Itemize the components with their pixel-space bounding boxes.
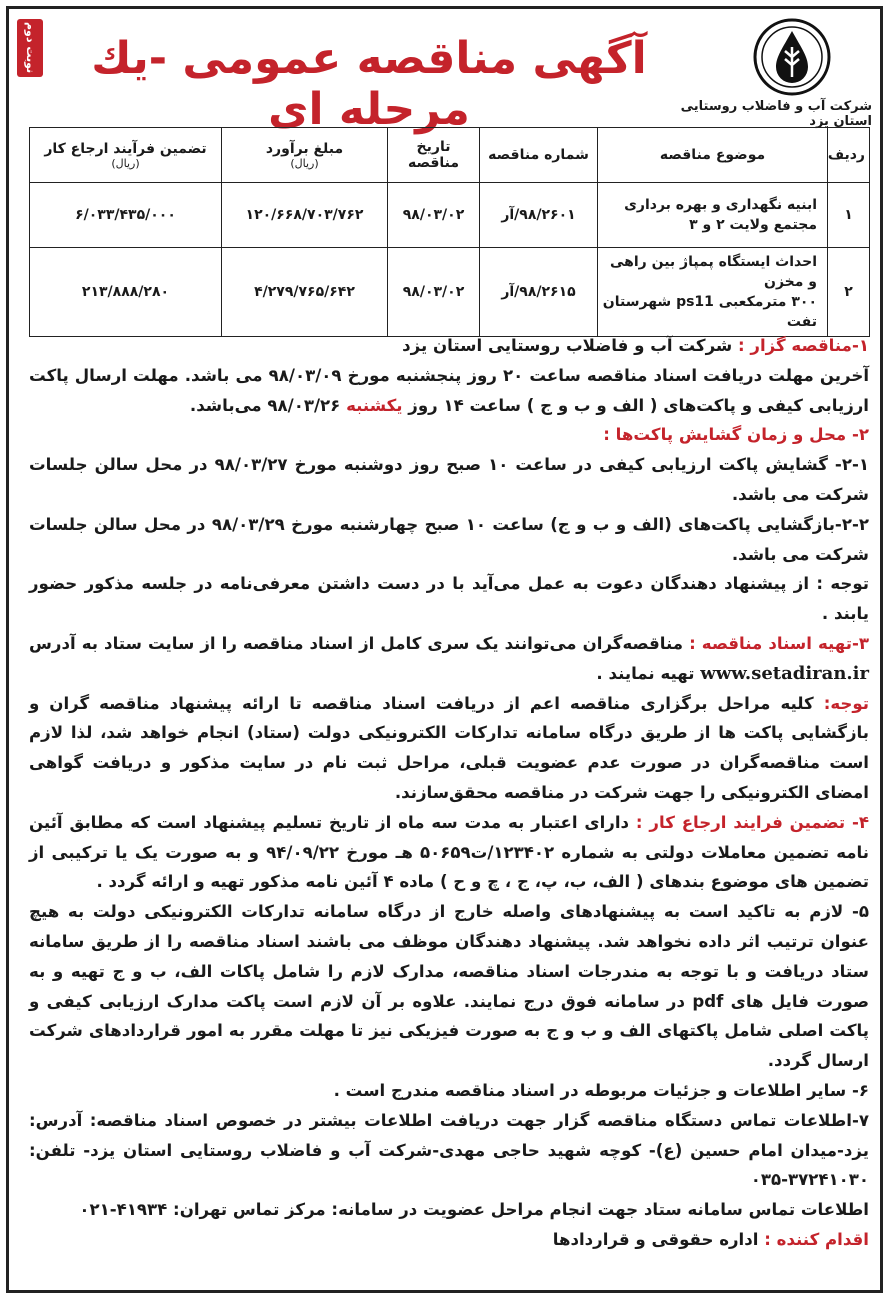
cell-row-number: ۲ bbox=[828, 248, 870, 337]
deadline-text-end: ۹۸/۰۳/۲۶ می‌باشد. bbox=[189, 395, 347, 415]
header-estimate-label: مبلغ برآورد bbox=[265, 140, 344, 157]
section-7: ۷-اطلاعات تماس دستگاه مناقصه گزار جهت دریافت اطلاعات بیشتر در خصوص اسناد مناقصه: آدرس: یزد-میدان امام حسین (ع)- کوچه شهید حاجی مهدی-شرکت آب و فاضلاب روستایی استان یزد- تلفن: ۳۷۲۴۱۰۳۰-۰۳۵ bbox=[29, 1110, 869, 1190]
notice-body bbox=[29, 331, 869, 1255]
cell-row-number: ۱ bbox=[828, 183, 870, 248]
cell-topic-line: مجتمع ولایت ۲ و ۳ bbox=[689, 217, 817, 233]
note-electronic-text: کلیه مراحل برگزاری مناقصه اعم از دریافت اسناد مناقصه تا ارائه پیشنهاد مناقصه گران و بازگشایی پاکت ها از طریق درگاه سامانه تدارکات الکترونیکی دولت (ستاد) انجام خواهد شد، لذا لازم است مناقصه‌گران در صورت عدم عضویت قبلی، مراحل ثبت نام در سایت مذکور و دریافت گواهی امضای الکترونیکی را جهت شرکت در مناقصه محقق‌سازند. bbox=[29, 693, 869, 802]
header-row-number: ردیف bbox=[828, 128, 870, 183]
action-by-text: اداره حقوقی و قراردادها bbox=[552, 1229, 765, 1249]
cell-estimate: ۴/۲۷۹/۷۶۵/۶۴۲ bbox=[222, 248, 388, 337]
cell-tender-number: ۹۸/۲۶۰۱/آر bbox=[480, 183, 598, 248]
organization-name: شرکت آب و فاضلاب روستایی استان یزد bbox=[680, 99, 872, 129]
section-8: اطلاعات تماس سامانه ستاد جهت انجام مراحل عضویت در سامانه: مرکز تماس تهران: ۴۱۹۳۴-۰۲۱ bbox=[79, 1200, 869, 1220]
table-row bbox=[30, 248, 870, 337]
section-3 bbox=[29, 629, 869, 689]
section-3-text: مناقصه‌گران می‌توانند یک سری کامل از اسناد مناقصه را از سایت ستاد به آدرس bbox=[29, 633, 690, 653]
note-attendance: توجه : از پیشنهاد دهندگان دعوت به عمل می‌آید با در دست داشتن معرفی‌نامه در جلسه مذکور حضور یابند . bbox=[29, 574, 869, 624]
cell-topic bbox=[598, 183, 828, 248]
section-1-text: شرکت آب و فاضلاب روستایی استان یزد bbox=[402, 336, 738, 355]
header-estimate-unit: (ریال) bbox=[290, 156, 319, 170]
section-4 bbox=[29, 808, 869, 897]
section-1 bbox=[29, 331, 869, 361]
deadline-text: آخرین مهلت دریافت اسناد مناقصه ساعت ۲۰ روز پنجشنبه مورخ ۹۸/۰۳/۰۹ می باشد. مهلت ارسال پاکت ارزیابی کیفی و پاکت‌های ( الف و ب و ج ) ساعت ۱۴ روز bbox=[29, 365, 870, 415]
cell-topic-line: ابنیه نگهداری و بهره برداری bbox=[624, 197, 817, 213]
section-1-deadlines bbox=[29, 361, 869, 421]
action-by bbox=[29, 1225, 869, 1255]
header-guarantee-unit: (ریال) bbox=[111, 156, 140, 170]
setadiran-website-link[interactable]: www.setadiran.ir bbox=[700, 662, 869, 684]
action-by-label: اقدام کننده : bbox=[764, 1229, 869, 1249]
notice-header bbox=[9, 9, 880, 135]
cell-guarantee: ۲۱۳/۸۸۸/۲۸۰ bbox=[30, 248, 222, 337]
cell-topic bbox=[598, 248, 828, 337]
section-2-label: ۲- محل و زمان گشایش پاکت‌ها : bbox=[603, 425, 869, 445]
table-header-row bbox=[30, 128, 870, 183]
cell-tender-number: ۹۸/۲۶۱۵/آر bbox=[480, 248, 598, 337]
cell-topic-line: احداث ایستگاه پمپاژ بین راهی و مخزن bbox=[610, 254, 817, 290]
section-3-label: ۳-تهیه اسناد مناقصه : bbox=[689, 633, 869, 653]
header-tender-date: تاریخ مناقصه bbox=[388, 128, 480, 183]
section-4-label: ۴- تضمین فرایند ارجاع کار : bbox=[635, 812, 869, 832]
section-1-label: ۱-مناقصه گزار : bbox=[738, 336, 869, 355]
note-electronic bbox=[29, 689, 869, 808]
section-6: ۶- سایر اطلاعات و جزئیات مربوطه در اسناد مناقصه مندرج است . bbox=[333, 1080, 869, 1100]
cell-tender-date: ۹۸/۰۳/۰۲ bbox=[388, 248, 480, 337]
water-drop-wheat-logo-icon bbox=[752, 17, 832, 97]
header-tender-number: شماره مناقصه bbox=[480, 128, 598, 183]
header-guarantee-label: تضمین فرآیند ارجاع کار bbox=[44, 140, 207, 157]
section-3-end: تهیه نمایند . bbox=[596, 663, 701, 683]
tender-notice bbox=[6, 6, 883, 1293]
section-5: ۵- لازم به تاکید است به پیشنهادهای واصله خارج از درگاه سامانه تدارکات الکترونیکی دولت به هیچ عنوان ترتیب اثر داده نخواهد شد. پیشنهاد دهندگان موظف می باشند اسناد مناقصه را از طریق سامانه ستاد دریافت و با توجه به مندرجات اسناد مناقصه، مدارک لازم را شامل پاکات الف، ب و ج تهیه و به صورت فایل های pdf در سامانه فوق درج نمایند. علاوه بر آن لازم است پاکت مدارک ارزیابی کیفی و پاکت اصلی شامل پاکتهای الف و ب و ج به صورت فیزیکی نیز تا مهلت مقرر به امور قراردادهای شرکت ارسال گردد. bbox=[29, 902, 869, 1071]
header-guarantee bbox=[30, 128, 222, 183]
section-2-2: ۲-۲-بازگشایی پاکت‌های (الف و ب و ج) ساعت ۱۰ صبح چهارشنبه مورخ ۹۸/۰۳/۲۹ در محل سالن جلسات شرکت می باشد. bbox=[29, 514, 869, 564]
table-row bbox=[30, 183, 870, 248]
deadline-weekday: یکشنبه bbox=[346, 395, 403, 415]
section-4-text: دارای اعتبار به مدت سه ماه از تاریخ تسلیم پیشنهاد است که مطابق آئین نامه تضمین معاملات دولتی به شماره ۱۲۳۴۰۲/ت۵۰۶۵۹ هـ مورخ ۹۴/۰۹/۲۲ و به صورت یک یا ترکیبی از تضمین های موضوع بندهای ( الف، ب، پ، ج ، چ و ح ) ماده ۴ آئین نامه مذکور تهیه و ارائه گردد . bbox=[29, 812, 869, 892]
cell-guarantee: ۶/۰۳۳/۴۳۵/۰۰۰ bbox=[30, 183, 222, 248]
cell-topic-line: ۳۰۰ مترمکعبی ps11 شهرستان تفت bbox=[602, 294, 817, 330]
section-2-1: ۲-۱- گشایش پاکت ارزیابی کیفی در ساعت ۱۰ صبح روز دوشنبه مورخ ۹۸/۰۳/۲۷ در محل سالن جلسات شرکت می باشد. bbox=[29, 455, 869, 504]
second-publication-badge: نوبت دوم bbox=[17, 19, 43, 77]
cell-estimate: ۱۲۰/۶۶۸/۷۰۳/۷۶۲ bbox=[222, 183, 388, 248]
notice-title: آگهی مناقصه عمومی -یك مرحله ای bbox=[91, 33, 647, 135]
note-electronic-label: توجه: bbox=[823, 693, 869, 713]
tender-table bbox=[29, 127, 869, 337]
header-topic: موضوع مناقصه bbox=[598, 128, 828, 183]
header-estimate bbox=[222, 128, 388, 183]
cell-tender-date: ۹۸/۰۳/۰۲ bbox=[388, 183, 480, 248]
